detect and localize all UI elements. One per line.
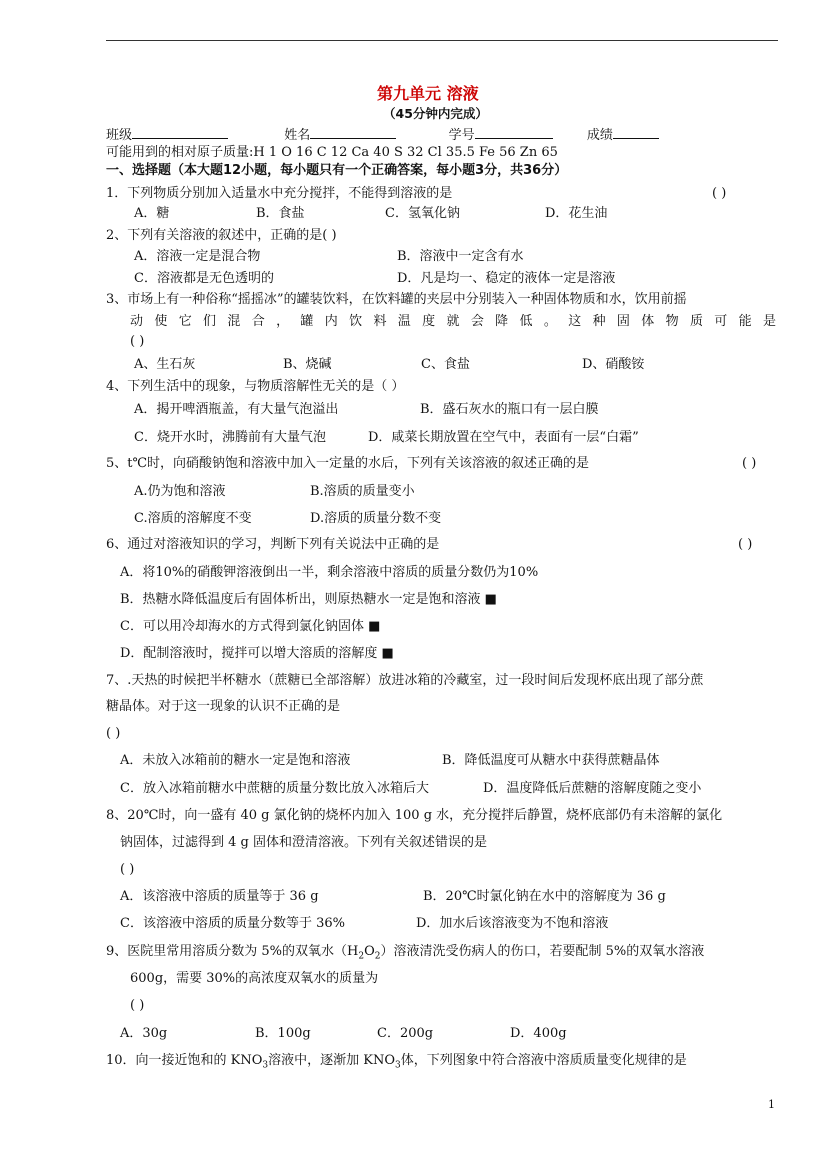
option: B．盛石灰水的瓶口有一层白膜 <box>420 402 599 417</box>
option: A．揭开啤酒瓶盖，有大量气泡溢出 <box>134 402 339 417</box>
id-field[interactable] <box>475 126 553 139</box>
option: B．100g <box>255 1026 311 1041</box>
option: C．放入冰箱前糖水中蔗糖的质量分数比放入冰箱后大 <box>120 781 429 796</box>
question-stem-cont: 动使它们混合，罐内饮料温度就会降低。这种固体物质可能是 <box>130 314 776 329</box>
option: A.仍为饱和溶液 <box>134 484 226 499</box>
atomic-masses: 可能用到的相对原子质量:H 1 O 16 C 12 Ca 40 S 32 Cl 35.5 Fe 56 Zn 65 <box>106 145 558 160</box>
answer-paren: ( ) <box>712 186 727 201</box>
option: B、烧碱 <box>283 357 332 372</box>
question-stem: 8、20℃时，向一盛有 40 g 氯化钠的烧杯内加入 100 g 水，充分搅拌后静置，烧杯底部仍有未溶解的氯化 <box>106 808 723 823</box>
top-rule <box>106 40 778 41</box>
option: D．花生油 <box>545 206 608 221</box>
class-label: 班级 <box>106 128 133 143</box>
option: D．配制溶液时，搅拌可以增大溶质的溶解度 ■ <box>120 646 394 661</box>
option: C．该溶液中溶质的质量分数等于 36% <box>120 916 345 931</box>
answer-paren: ( ) <box>738 537 753 552</box>
option: C.溶质的溶解度不变 <box>134 511 252 526</box>
question-stem: 1．下列物质分别加入适量水中充分搅拌，不能得到溶液的是 <box>106 186 453 201</box>
option: A．溶液一定是混合物 <box>134 249 261 264</box>
option: A．该溶液中溶质的质量等于 36 g <box>120 889 319 904</box>
question-stem: 3、市场上有一种俗称“摇摇冰”的罐装饮料，在饮料罐的夹层中分别装入一种固体物质和水，饮用前摇 <box>106 292 687 307</box>
option: A、生石灰 <box>134 357 196 372</box>
option: A．将10%的硝酸钾溶液倒出一半，剩余溶液中溶质的质量分数仍为10% <box>120 565 539 580</box>
option: D．加水后该溶液变为不饱和溶液 <box>416 916 609 931</box>
option: C．200g <box>377 1026 434 1041</box>
option: B.溶质的质量变小 <box>310 484 415 499</box>
option: A．糖 <box>134 206 170 221</box>
answer-paren: ( ) <box>742 456 757 471</box>
class-field[interactable] <box>132 126 228 139</box>
option: D．凡是均一、稳定的液体一定是溶液 <box>397 271 616 286</box>
score-label: 成绩 <box>586 128 613 143</box>
question-stem: 9、医院里常用溶质分数为 5%的双氧水$(H_2O_2)$溶液清洗受伤病人的伤口，若要配制 5%的双氧水溶液 <box>106 944 705 962</box>
option: B．溶液中一定含有水 <box>397 249 524 264</box>
question-stem: 6、通过对溶液知识的学习，判断下列有关说法中正确的是 <box>106 537 440 552</box>
name-field[interactable] <box>310 126 396 139</box>
option: C．烧开水时，沸腾前有大量气泡 <box>134 430 326 445</box>
option: C．溶液都是无色透明的 <box>134 271 274 286</box>
student-info-row <box>106 126 659 144</box>
option: A．30g <box>120 1026 168 1041</box>
option: D.溶质的质量分数不变 <box>310 511 442 526</box>
option: B．热糖水降低温度后有固体析出，则原热糖水一定是饱和溶液 ■ <box>120 592 497 607</box>
page-number: 1 <box>768 1098 775 1111</box>
option: C．氢氧化钠 <box>385 206 460 221</box>
question-stem-cont: 600g，需要 30%的高浓度双氧水的质量为 <box>130 971 379 986</box>
page-subtitle: （45分钟内完成） <box>383 106 488 121</box>
answer-paren: ( ) <box>106 726 121 741</box>
question-stem: 10．向一接近饱和的 $KNO_3$溶液中，逐渐加 $KNO_3$体，下列图象中符合溶液中溶质质量变化规律的是 <box>106 1053 687 1071</box>
question-stem: 5、t℃时，向硝酸钠饱和溶液中加入一定量的水后，下列有关该溶液的叙述正确的是 <box>106 456 590 471</box>
option: D．咸菜长期放置在空气中，表面有一层“白霜” <box>368 430 639 445</box>
answer-paren: ( ) <box>130 334 145 349</box>
page-title: 第九单元 溶液 <box>377 84 479 103</box>
option: D．温度降低后蔗糖的溶解度随之变小 <box>483 781 702 796</box>
option: D、硝酸铵 <box>582 357 645 372</box>
option: C、食盐 <box>421 357 470 372</box>
question-stem: 2、下列有关溶液的叙述中，正确的是( ) <box>106 228 337 243</box>
question-stem: 4、下列生活中的现象，与物质溶解性无关的是（ ） <box>106 379 405 394</box>
option: A．未放入冰箱前的糖水一定是饱和溶液 <box>120 753 351 768</box>
id-label: 学号 <box>448 128 475 143</box>
score-field[interactable] <box>613 126 659 139</box>
option: C．可以用冷却海水的方式得到氯化钠固体 ■ <box>120 619 381 634</box>
question-stem-cont: 糖晶体。对于这一现象的认识不正确的是 <box>106 699 341 714</box>
option: B．降低温度可从糖水中获得蔗糖晶体 <box>442 753 660 768</box>
option: D．400g <box>510 1026 567 1041</box>
option: B．20℃时氯化钠在水中的溶解度为 36 g <box>423 889 666 904</box>
question-stem-cont: 钠固体，过滤得到 4 g 固体和澄清溶液。下列有关叙述错误的是 <box>120 835 487 850</box>
answer-paren: ( ) <box>130 998 145 1013</box>
name-label: 姓名 <box>284 128 311 143</box>
option: B．食盐 <box>256 206 305 221</box>
question-stem: 7、.天热的时候把半杯糖水（蔗糖已全部溶解）放进冰箱的冷藏室，过一段时间后发现杯底出现了部分蔗 <box>106 673 704 688</box>
answer-paren: ( ) <box>120 862 135 877</box>
section-heading: 一、选择题（本大题12小题，每小题只有一个正确答案，每小题3分，共36分） <box>106 163 568 178</box>
